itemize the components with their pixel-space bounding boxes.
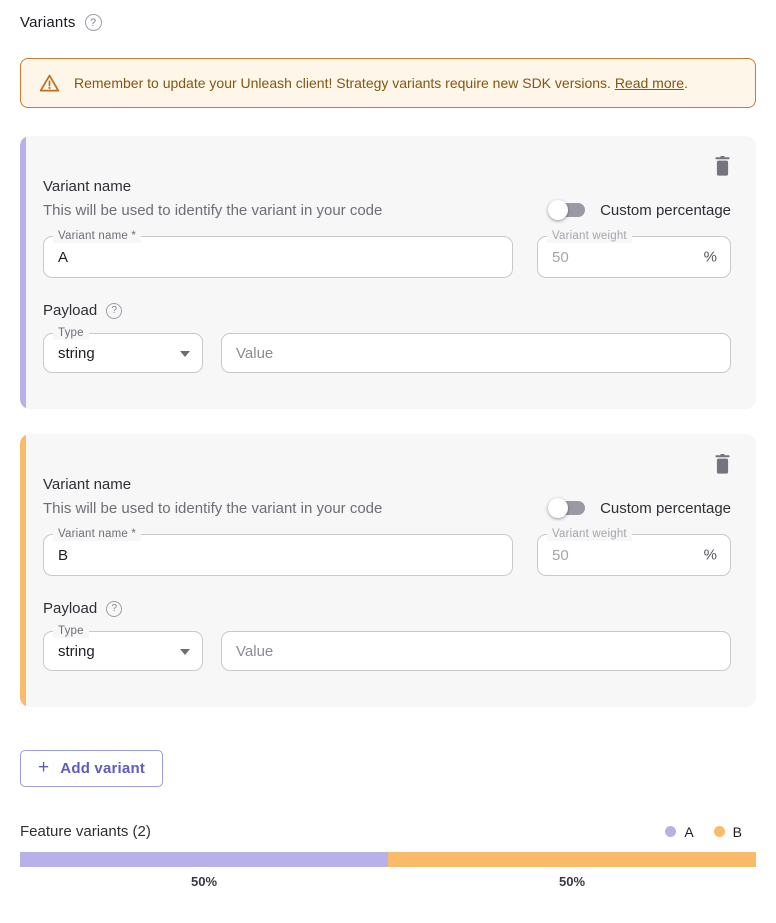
- segment-a-percent-label: 50%: [190, 874, 218, 889]
- payload-value-field-a: [221, 333, 731, 373]
- legend-item-a: A: [665, 824, 693, 840]
- type-select-label: Type: [53, 624, 89, 638]
- variant-name-description: This will be used to identify the variant in your code: [43, 201, 383, 219]
- distribution-segment-a: [20, 852, 388, 867]
- custom-percentage-label: Custom percentage: [600, 201, 731, 219]
- trash-icon: [714, 454, 731, 474]
- sdk-warning-banner: [20, 58, 756, 108]
- variant-card-a: [20, 136, 756, 409]
- variant-name-input-label: Variant name *: [53, 229, 141, 243]
- custom-percentage-label: Custom percentage: [600, 499, 731, 517]
- chevron-down-icon: [180, 649, 190, 655]
- delete-variant-a-button[interactable]: [714, 156, 731, 176]
- variant-weight-field-b: [537, 528, 731, 576]
- payload-heading: Payload: [43, 600, 98, 617]
- variant-a-accent-strip: [20, 136, 26, 409]
- payload-type-field-a: [43, 327, 203, 373]
- variant-name-field-b: [43, 528, 513, 576]
- legend-dot-b: [714, 826, 725, 837]
- percent-suffix: %: [703, 546, 717, 564]
- variant-b-accent-strip: [20, 434, 26, 707]
- variant-name-heading: Variant name: [43, 476, 132, 493]
- variants-help-icon[interactable]: ?: [85, 14, 102, 31]
- variants-legend: [665, 824, 756, 840]
- custom-percentage-toggle-b[interactable]: [548, 498, 731, 518]
- toggle-switch-icon[interactable]: [548, 200, 588, 220]
- payload-help-icon[interactable]: ?: [106, 303, 122, 319]
- segment-b-percent-label: 50%: [558, 874, 586, 889]
- plus-icon: +: [38, 757, 50, 778]
- legend-item-b: B: [714, 824, 742, 840]
- delete-variant-b-button[interactable]: [714, 454, 731, 474]
- variant-name-heading: Variant name: [43, 178, 132, 195]
- feature-variants-title: Feature variants (2): [20, 823, 151, 840]
- toggle-switch-icon[interactable]: [548, 498, 588, 518]
- page-header: [20, 14, 756, 31]
- feature-variants-summary: [20, 823, 756, 889]
- variant-weight-input-label: Variant weight: [547, 229, 632, 243]
- percent-suffix: %: [703, 248, 717, 266]
- variant-card-b: [20, 434, 756, 707]
- distribution-segment-b: [388, 852, 756, 867]
- payload-type-field-b: [43, 625, 203, 671]
- trash-icon: [714, 156, 731, 176]
- payload-value-input[interactable]: [221, 333, 731, 373]
- payload-help-icon[interactable]: ?: [106, 601, 122, 617]
- chevron-down-icon: [180, 351, 190, 357]
- distribution-bar: [20, 852, 756, 867]
- warning-triangle-icon: [39, 73, 60, 93]
- legend-dot-a: [665, 826, 676, 837]
- payload-heading: Payload: [43, 302, 98, 319]
- payload-value-input[interactable]: [221, 631, 731, 671]
- type-select-label: Type: [53, 326, 89, 340]
- add-variant-button[interactable]: + Add variant: [20, 750, 163, 787]
- payload-value-field-b: [221, 631, 731, 671]
- custom-percentage-toggle-a[interactable]: [548, 200, 731, 220]
- read-more-link[interactable]: Read more: [614, 75, 685, 91]
- variant-weight-field-a: [537, 230, 731, 278]
- page-title: Variants: [20, 14, 76, 31]
- payload-type-select[interactable]: string: [43, 333, 203, 373]
- warning-text: Remember to update your Unleash client! Strategy variants require new SDK versions. Read more.: [74, 75, 688, 91]
- variant-weight-input-label: Variant weight: [547, 527, 632, 541]
- payload-type-select[interactable]: string: [43, 631, 203, 671]
- variant-name-field-a: [43, 230, 513, 278]
- variant-name-input-label: Variant name *: [53, 527, 141, 541]
- variant-name-description: This will be used to identify the variant in your code: [43, 499, 383, 517]
